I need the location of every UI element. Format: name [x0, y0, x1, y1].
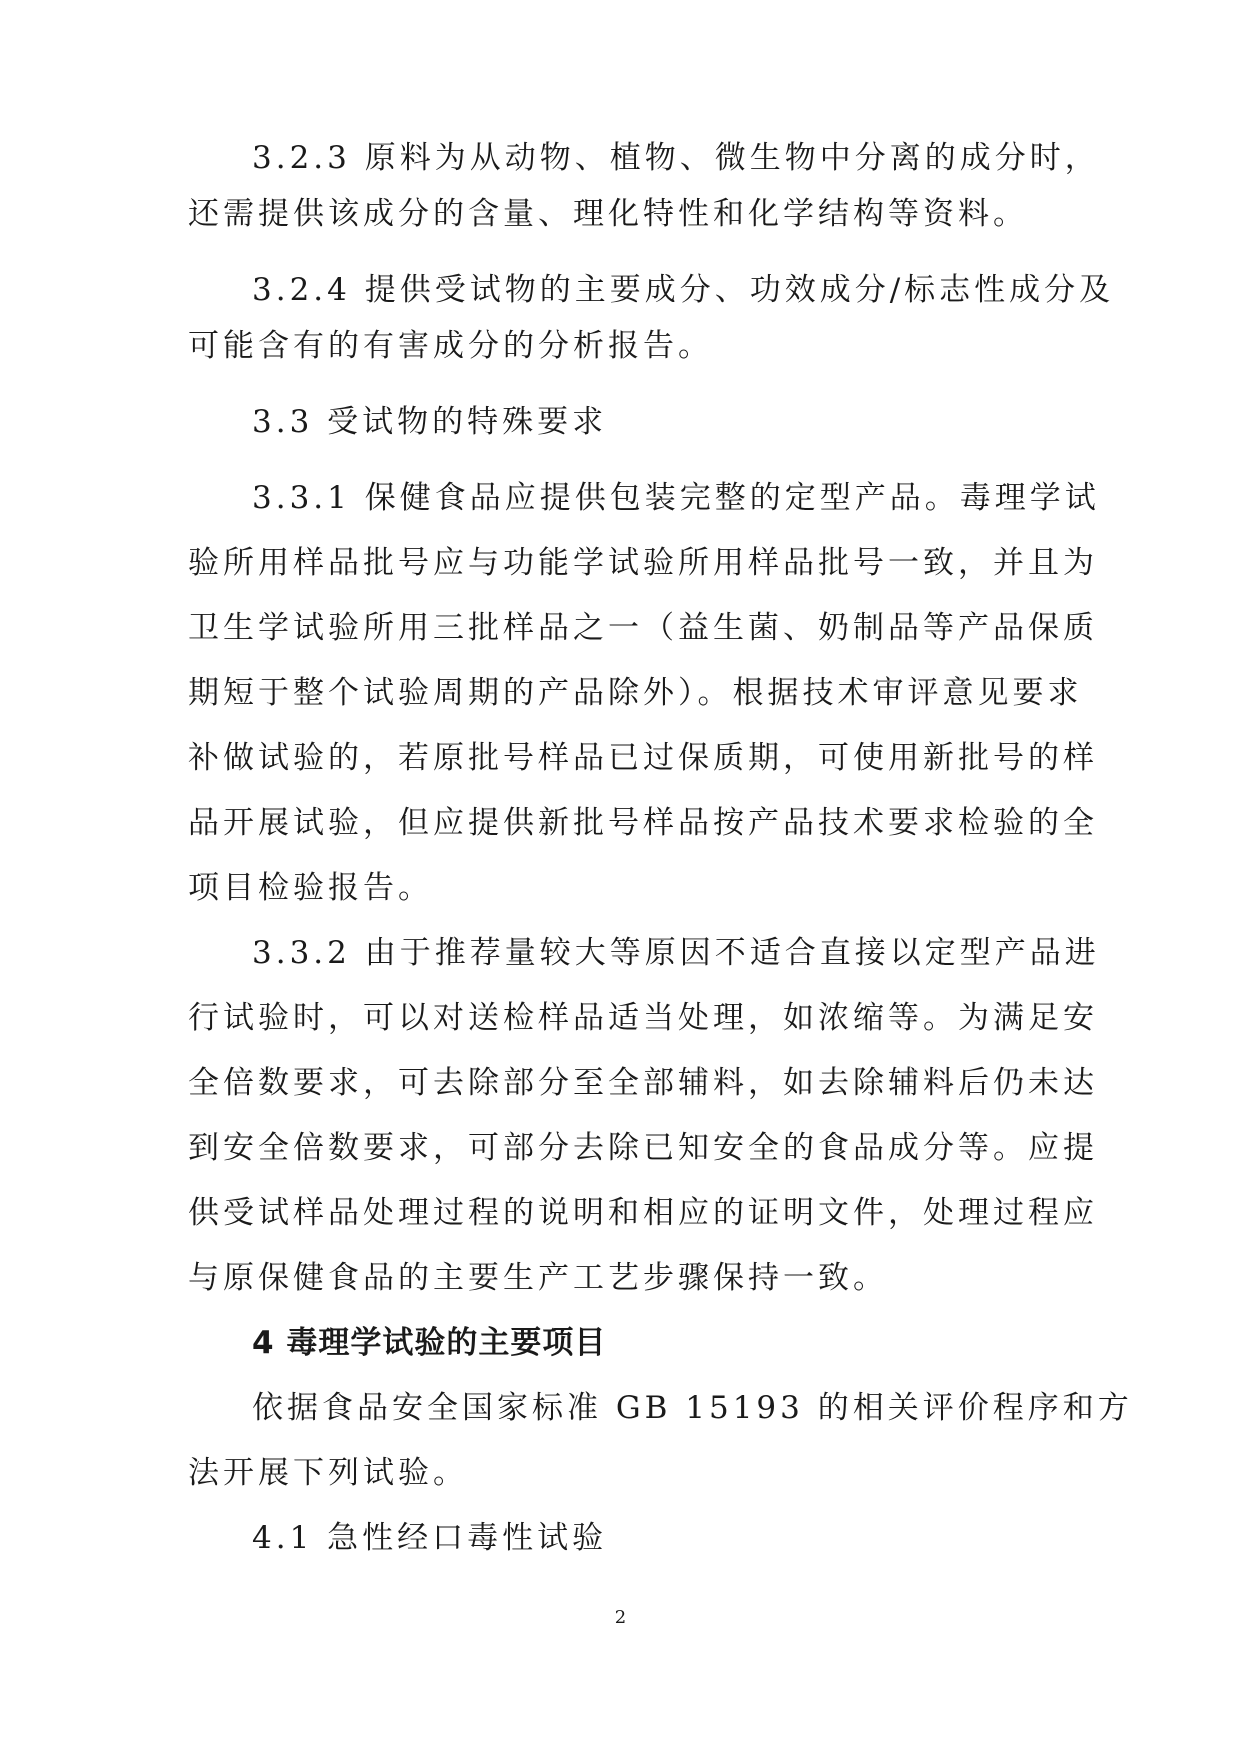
paragraph-3-3-2-line-1: 3.3.2 由于推荐量较大等原因不适合直接以定型产品进 [252, 935, 1100, 971]
paragraph-3-3-1-line-6: 品开展试验，但应提供新批号样品按产品技术要求检验的全 [188, 805, 1098, 841]
paragraph-3-3-1-line-5: 补做试验的，若原批号样品已过保质期，可使用新批号的样 [188, 740, 1098, 776]
paragraph-3-3-1-line-1: 3.3.1 保健食品应提供包装完整的定型产品。毒理学试 [252, 480, 1100, 516]
paragraph-3-2-3-line-1: 3.2.3 原料为从动物、植物、微生物中分离的成分时， [252, 140, 1100, 176]
paragraph-3-3-1-line-7: 项目检验报告。 [188, 870, 433, 906]
paragraph-3-3-2-line-2: 行试验时，可以对送检样品适当处理，如浓缩等。为满足安 [188, 1000, 1098, 1036]
section-heading-3-3: 3.3 受试物的特殊要求 [252, 404, 608, 440]
paragraph-4-line-2: 法开展下列试验。 [188, 1455, 468, 1491]
paragraph-3-3-2-line-5: 供受试样品处理过程的说明和相应的证明文件，处理过程应 [188, 1195, 1098, 1231]
page-number: 2 [614, 1607, 627, 1628]
paragraph-3-2-3-line-2: 还需提供该成分的含量、理化特性和化学结构等资料。 [188, 196, 1028, 232]
paragraph-3-3-1-line-3: 卫生学试验所用三批样品之一（益生菌、奶制品等产品保质 [188, 610, 1098, 646]
section-heading-4: 4 毒理学试验的主要项目 [252, 1325, 607, 1361]
paragraph-3-3-2-line-3: 全倍数要求，可去除部分至全部辅料，如去除辅料后仍未达 [188, 1065, 1098, 1101]
paragraph-3-3-2-line-6: 与原保健食品的主要生产工艺步骤保持一致。 [188, 1260, 888, 1296]
paragraph-3-2-4-line-1: 3.2.4 提供受试物的主要成分、功效成分/标志性成分及 [252, 272, 1115, 308]
paragraph-3-3-1-line-2: 验所用样品批号应与功能学试验所用样品批号一致，并且为 [188, 545, 1098, 581]
paragraph-3-3-1-line-4: 期短于整个试验周期的产品除外）。根据技术审评意见要求 [188, 675, 1083, 711]
section-heading-4-1: 4.1 急性经口毒性试验 [252, 1520, 608, 1556]
paragraph-4-line-1: 依据食品安全国家标准 GB 15193 的相关评价程序和方 [252, 1390, 1133, 1426]
paragraph-3-3-2-line-4: 到安全倍数要求，可部分去除已知安全的食品成分等。应提 [188, 1130, 1098, 1166]
paragraph-3-2-4-line-2: 可能含有的有害成分的分析报告。 [188, 328, 713, 364]
